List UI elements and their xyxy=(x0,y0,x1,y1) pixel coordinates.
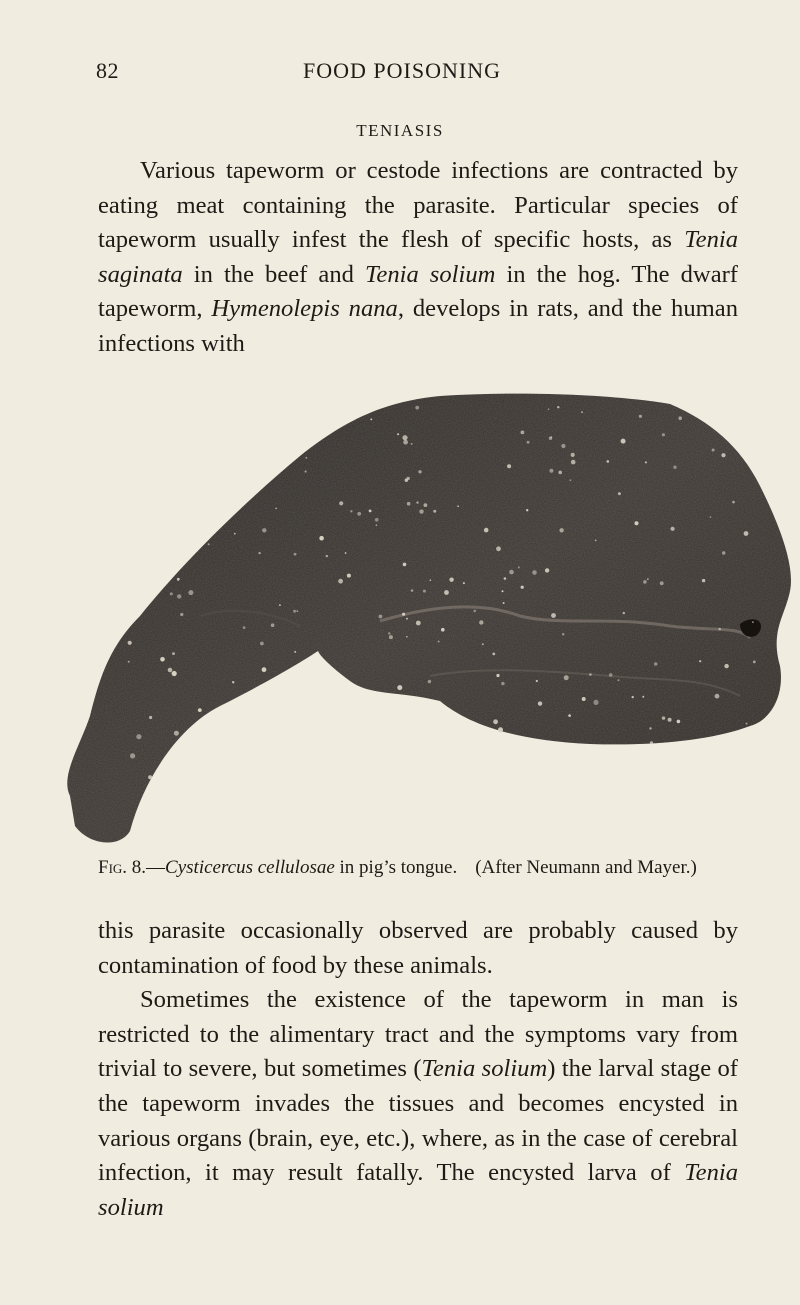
running-title: FOOD POISONING xyxy=(303,58,501,83)
cyst-spot xyxy=(208,543,210,545)
species-name: Tenia saginata xyxy=(98,226,738,288)
cyst-spot xyxy=(501,682,504,685)
cyst-spot xyxy=(551,436,553,438)
cyst-spot xyxy=(260,642,264,646)
cyst-spot xyxy=(551,613,556,618)
cyst-spot xyxy=(416,621,421,626)
cyst-spot xyxy=(397,433,399,435)
cyst-spot xyxy=(258,552,260,554)
cyst-spot xyxy=(632,696,634,698)
cyst-spot xyxy=(589,673,592,676)
cyst-spot xyxy=(671,527,675,531)
cyst-spot xyxy=(463,582,465,584)
cyst-spot xyxy=(607,460,610,463)
cyst-spot xyxy=(275,508,277,510)
cyst-spot xyxy=(168,668,173,673)
cyst-spot xyxy=(457,505,459,507)
cyst-spot xyxy=(545,568,549,572)
figure-caption xyxy=(98,857,798,879)
cyst-spot xyxy=(428,680,431,683)
cyst-spot xyxy=(405,479,408,482)
cyst-spot xyxy=(397,685,402,690)
cyst-spot xyxy=(521,431,525,435)
cyst-spot xyxy=(635,521,639,525)
cyst-spot xyxy=(746,723,748,725)
cyst-spot xyxy=(582,697,586,701)
cyst-spot xyxy=(424,503,428,507)
cyst-spot xyxy=(411,443,413,445)
cyst-spot xyxy=(595,540,597,542)
cyst-spot xyxy=(419,509,423,513)
cyst-spot xyxy=(647,578,649,580)
cyst-spot xyxy=(710,516,712,518)
cyst-spot xyxy=(493,719,498,724)
cyst-spot xyxy=(518,566,520,568)
cyst-spot xyxy=(326,555,328,557)
cyst-spot xyxy=(538,701,542,705)
cyst-spot xyxy=(415,406,419,410)
cyst-spot xyxy=(305,457,307,459)
cyst-spot xyxy=(444,590,449,595)
cyst-spot xyxy=(722,551,725,554)
cyst-spot xyxy=(609,673,613,677)
cyst-spot xyxy=(753,661,756,664)
cyst-spot xyxy=(593,700,598,705)
species-name: Tenia solium xyxy=(98,1159,738,1221)
section-heading: TENIASIS xyxy=(356,121,444,140)
cyst-spot xyxy=(581,411,583,413)
cyst-spot xyxy=(479,620,483,624)
cyst-spot xyxy=(498,727,503,732)
tongue-texture xyxy=(67,394,791,843)
cyst-spot xyxy=(721,453,725,457)
tongue-photograph xyxy=(50,376,795,856)
cyst-spot xyxy=(507,464,511,468)
cyst-spot xyxy=(294,553,297,556)
cyst-spot xyxy=(411,589,414,592)
cyst-spot xyxy=(279,604,281,606)
cyst-spot xyxy=(719,628,721,630)
cyst-spot xyxy=(509,570,514,575)
caption-credit: (After Neumann and Mayer.) xyxy=(475,857,697,878)
page-number: 82 xyxy=(96,58,119,83)
text-run: this parasite occasionally observed are probably caused by contamination of food by these animals. xyxy=(98,917,738,979)
cyst-spot xyxy=(502,590,504,592)
cyst-spot xyxy=(724,664,728,668)
cyst-spot xyxy=(406,618,408,620)
cyst-spot xyxy=(521,586,524,589)
text-run: ) the larval stage of the tapeworm invades the tissues and becomes encysted in various organs (brain, eye, etc.), where, as in the case of cerebral infection, it may result fatally. The encysted larva of xyxy=(98,1055,738,1187)
cyst-spot xyxy=(369,510,372,513)
cyst-spot xyxy=(668,718,672,722)
cyst-spot xyxy=(699,660,701,662)
cyst-spot xyxy=(571,453,575,457)
cyst-spot xyxy=(388,632,390,634)
cyst-spot xyxy=(441,628,445,632)
paragraph-text xyxy=(98,154,738,362)
cyst-spot xyxy=(650,741,653,744)
cyst-spot xyxy=(234,533,236,535)
cyst-spot xyxy=(568,714,571,717)
species-name: Tenia solium xyxy=(421,1055,548,1083)
cyst-spot xyxy=(172,652,175,655)
cyst-spot xyxy=(370,418,372,420)
cyst-spot xyxy=(645,461,647,463)
body-paragraph-1 xyxy=(98,154,738,362)
cyst-spot xyxy=(562,633,564,635)
cyst-spot xyxy=(504,577,507,580)
cyst-spot xyxy=(375,518,379,522)
cyst-spot xyxy=(350,510,352,512)
cyst-spot xyxy=(536,680,538,682)
cyst-spot xyxy=(170,592,173,595)
cyst-spot xyxy=(673,466,676,469)
cyst-spot xyxy=(376,524,378,526)
cyst-spot xyxy=(732,501,735,504)
cyst-spot xyxy=(561,444,565,448)
cyst-spot xyxy=(180,613,183,616)
cyst-spot xyxy=(677,720,681,724)
cyst-spot xyxy=(643,580,647,584)
figure-8-tongue-photo xyxy=(50,376,795,856)
cyst-spot xyxy=(503,602,505,604)
cyst-spot xyxy=(406,636,408,638)
cyst-spot xyxy=(198,708,202,712)
cyst-spot xyxy=(618,679,620,681)
cyst-spot xyxy=(296,610,298,612)
page-header xyxy=(96,58,708,88)
cyst-spot xyxy=(339,501,343,505)
cyst-spot xyxy=(492,653,495,656)
cyst-spot xyxy=(570,479,572,481)
species-name: Tenia solium xyxy=(364,260,496,288)
cyst-spot xyxy=(177,594,181,598)
text-run: Various tapeworm or cestode infections are contracted by eating meat containing the parasite. Particular species of tapeworm usually infest the flesh of specific hosts, as xyxy=(98,157,738,254)
cyst-spot xyxy=(527,441,530,444)
cyst-spot xyxy=(649,727,651,729)
cyst-spot xyxy=(433,510,436,513)
cyst-spot xyxy=(559,528,563,532)
cyst-spot xyxy=(379,615,383,619)
cyst-spot xyxy=(128,641,132,645)
cyst-spot xyxy=(744,531,749,536)
cyst-spot xyxy=(548,408,550,410)
cyst-spot xyxy=(662,433,665,436)
text-run: in the hog. The dwarf tapeworm, xyxy=(98,260,738,323)
cyst-spot xyxy=(752,621,754,623)
cyst-spot xyxy=(549,469,553,473)
cyst-spot xyxy=(449,578,453,582)
paragraph-text xyxy=(98,983,738,1225)
cyst-spot xyxy=(402,435,407,440)
cyst-spot xyxy=(130,753,135,758)
cyst-spot xyxy=(482,643,484,645)
cyst-spot xyxy=(347,574,351,578)
cyst-spot xyxy=(407,502,411,506)
cyst-spot xyxy=(232,681,234,683)
cyst-spot xyxy=(262,528,266,532)
cyst-spot xyxy=(403,563,407,567)
cyst-spot xyxy=(484,528,489,533)
cyst-spot xyxy=(474,610,477,613)
cyst-spot xyxy=(712,449,715,452)
caption-species: Cysticercus cellulosae xyxy=(165,857,335,878)
cyst-spot xyxy=(621,439,626,444)
cyst-spot xyxy=(438,641,440,643)
cyst-spot xyxy=(430,579,432,581)
text-run: Sometimes the existence of the tapeworm in man is restricted to the alimentary tract and the symptoms vary from trivial to severe, but sometimes ( xyxy=(98,986,738,1083)
cyst-spot xyxy=(149,716,152,719)
cyst-spot xyxy=(496,674,499,677)
cyst-spot xyxy=(271,623,275,627)
cyst-spot xyxy=(293,610,296,613)
cyst-spot xyxy=(262,667,267,672)
cyst-spot xyxy=(654,662,658,666)
text-run: in the beef and xyxy=(182,260,365,288)
cyst-spot xyxy=(618,492,621,495)
cyst-spot xyxy=(571,460,576,465)
cyst-spot xyxy=(532,570,537,575)
figure-label: Fig. 8.— xyxy=(98,857,166,878)
cyst-spot xyxy=(678,416,682,420)
cyst-spot xyxy=(416,501,418,503)
cyst-spot xyxy=(338,579,343,584)
cyst-spot xyxy=(642,696,644,698)
text-run: , develops in rats, and the human infections with xyxy=(98,295,738,357)
cyst-spot xyxy=(148,775,152,779)
cyst-spot xyxy=(188,590,193,595)
cyst-spot xyxy=(557,406,559,408)
cyst-spot xyxy=(623,612,625,614)
cyst-spot xyxy=(243,626,246,629)
cyst-spot xyxy=(319,536,324,541)
cyst-spot xyxy=(160,657,165,662)
cyst-spot xyxy=(136,734,141,739)
cyst-spot xyxy=(660,581,664,585)
cyst-spot xyxy=(558,471,562,475)
paragraph-text xyxy=(98,914,738,983)
cyst-spot xyxy=(305,470,307,472)
cyst-spot xyxy=(389,635,393,639)
cyst-spot xyxy=(177,578,180,581)
cyst-spot xyxy=(345,552,347,554)
cyst-spot xyxy=(662,716,665,719)
cyst-spot xyxy=(639,415,642,418)
caption-text: in pig’s tongue. xyxy=(334,857,458,878)
cyst-spot xyxy=(172,671,177,676)
cyst-spot xyxy=(294,651,296,653)
cyst-spot xyxy=(357,512,361,516)
cyst-spot xyxy=(715,694,720,699)
species-name: Hymenolepis nana xyxy=(211,295,398,323)
cyst-spot xyxy=(496,546,501,551)
cyst-spot xyxy=(423,590,426,593)
cyst-spot xyxy=(564,675,569,680)
cyst-spot xyxy=(702,579,705,582)
cyst-spot xyxy=(403,440,408,445)
cyst-spot xyxy=(402,613,405,616)
cyst-spot xyxy=(174,731,179,736)
cyst-spot xyxy=(526,509,528,511)
cyst-spot xyxy=(418,470,421,473)
body-paragraph-2 xyxy=(98,914,738,1225)
cyst-spot xyxy=(128,661,130,663)
